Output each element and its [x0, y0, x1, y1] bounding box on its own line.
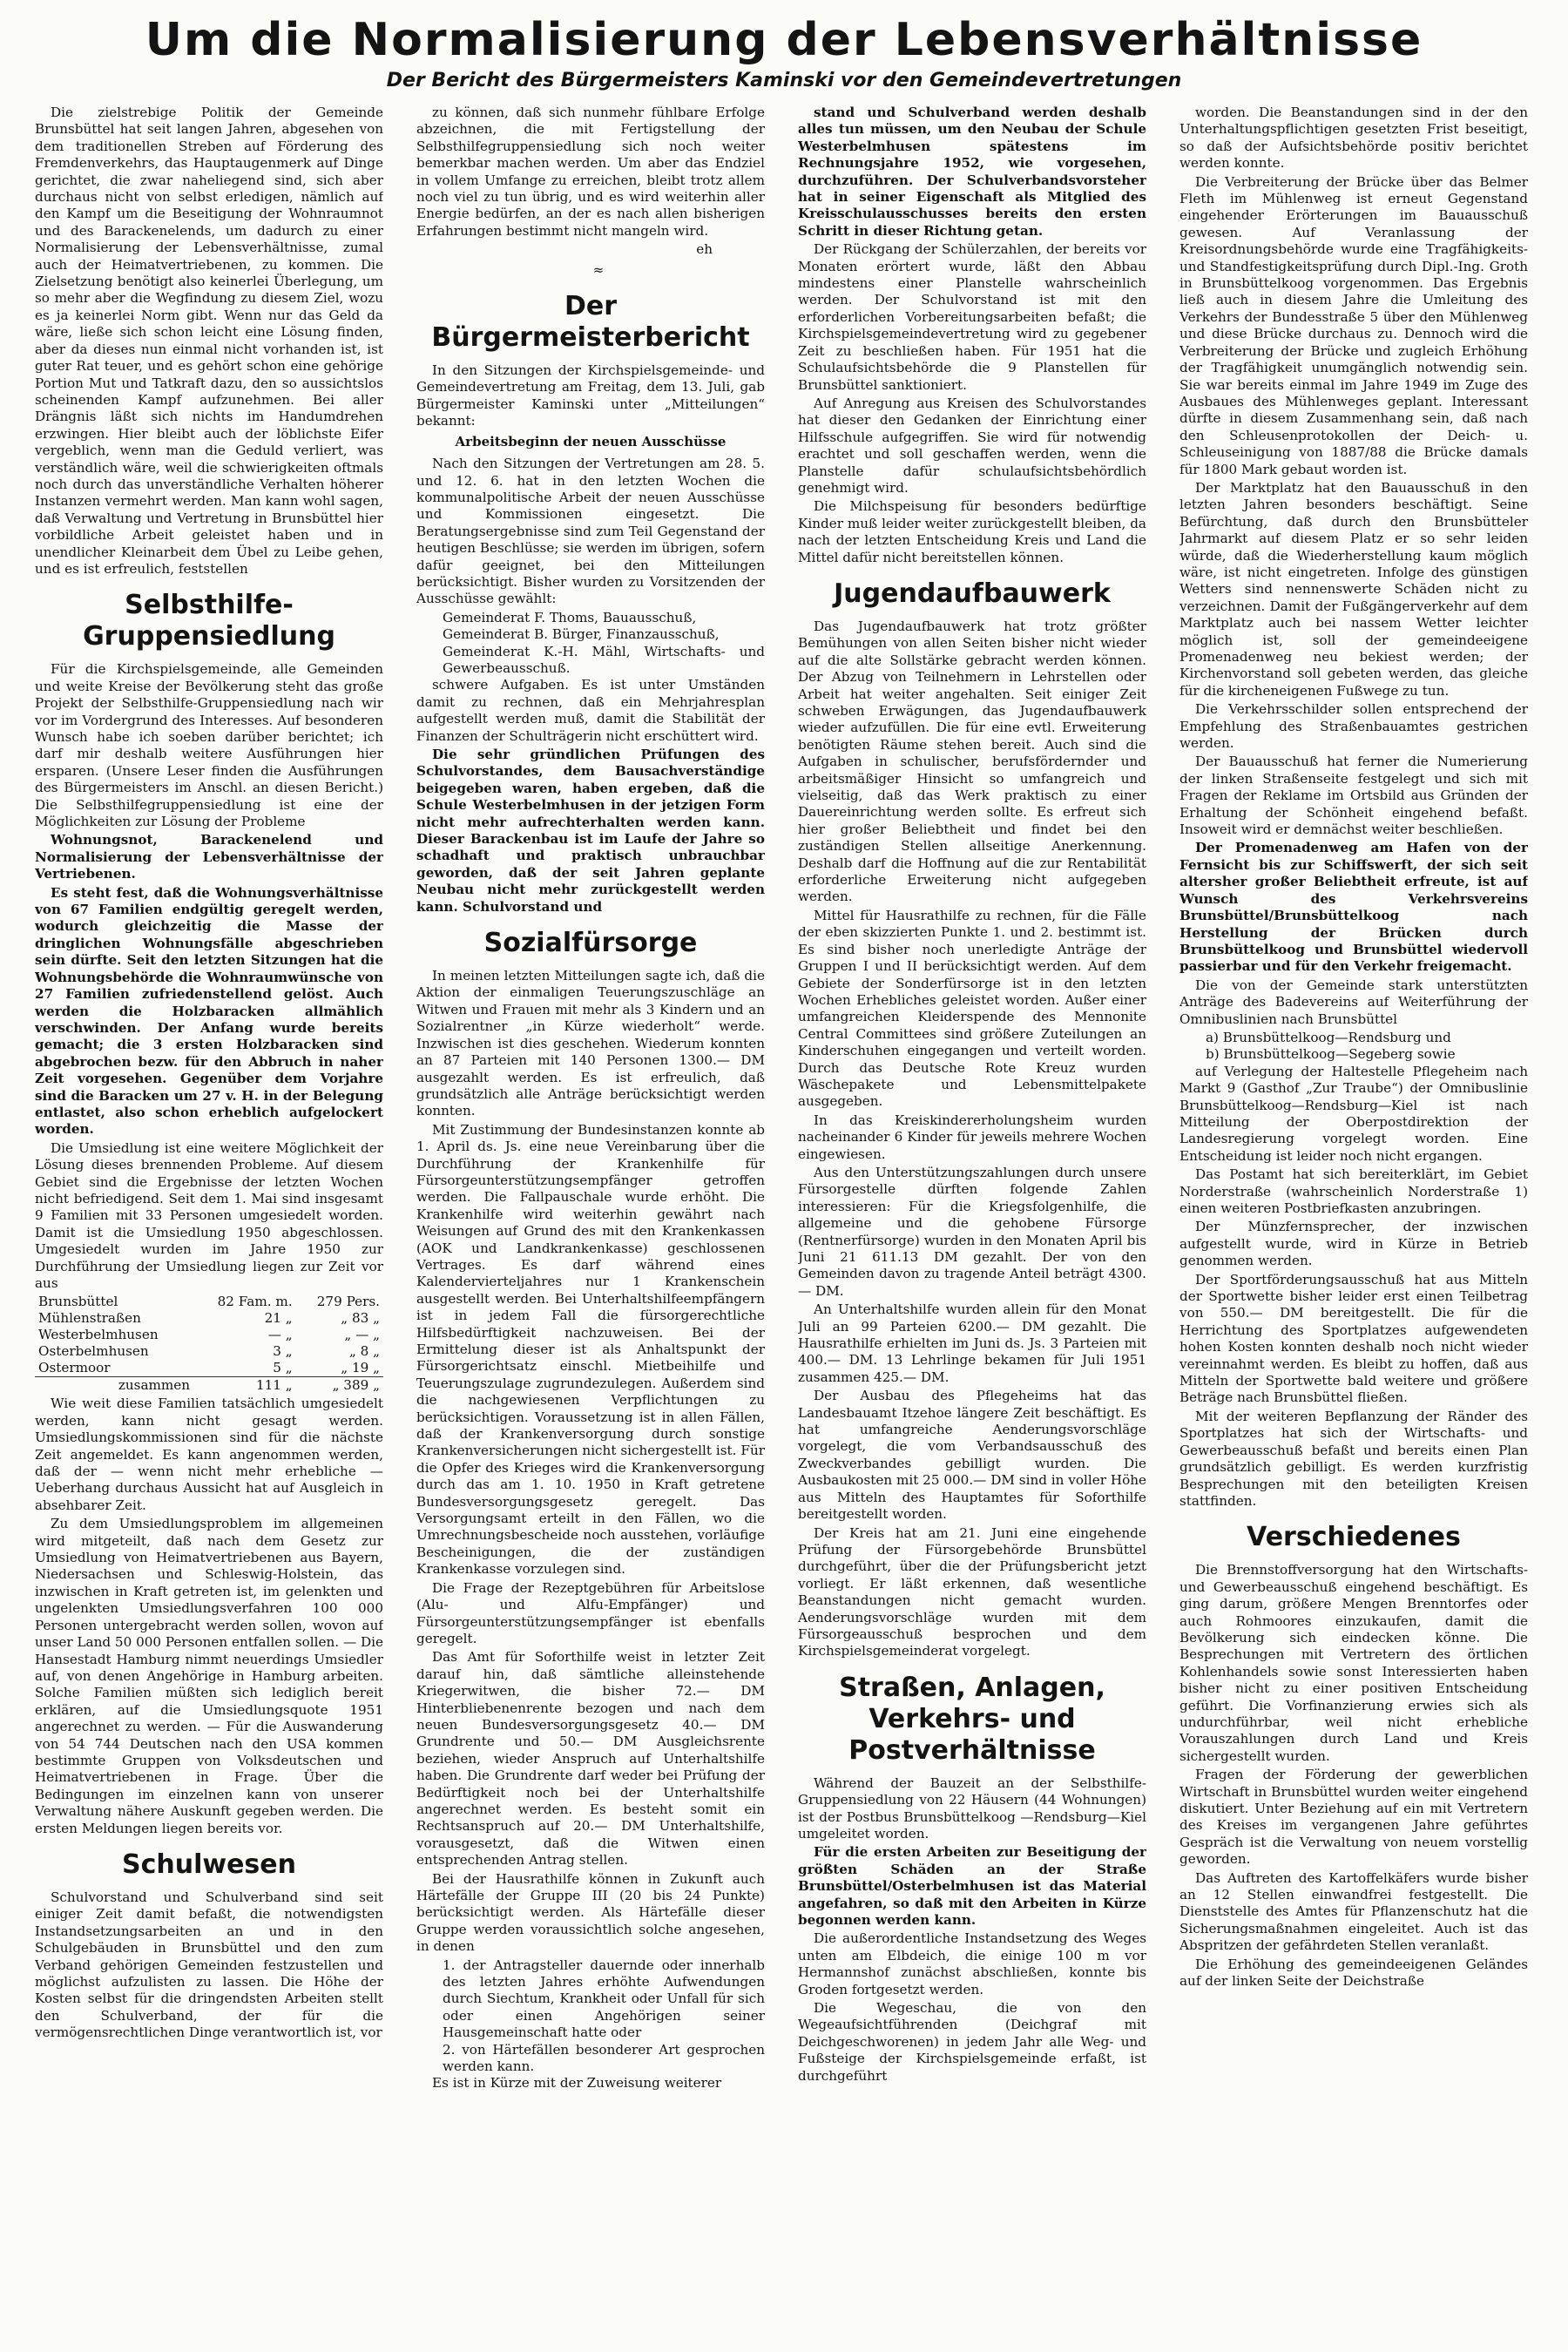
list-item: a) Brunsbüttelkoog—Rendsburg und: [1206, 1029, 1451, 1045]
table-row: [35, 1360, 383, 1377]
resettlement-table: [35, 1294, 383, 1394]
paragraph: Der Kreis hat am 21. Juni eine eingehende Prüfung der Fürsorgebehörde Brunsbüttel durchgeführt, über die der Prüfungsbericht jetzt vorliegt. Er läßt erkennen, daß wesentliche Beanstandungen nicht gemacht wurden. Aenderungsvorschläge wurden mit dem Fürsorgeausschuß besprochen und dem Kirchspielsgemeinderat vorgelegt.: [798, 1524, 1146, 1659]
paragraph: Nach den Sitzungen der Vertretungen am 28. 5. und 12. 6. hat in den letzten Wochen die kommunalpolitische Arbeit der neuen Ausschüsse und Kommissionen eingesetzt. Die Beratungsergebnisse sind zum Teil Gegenstand der heutigen Beschlüsse; sie werden im übrigen, sofern dafür geeignet, bei den Mitteilungen berücksichtigt. Bisher wurden zu Vorsitzenden der Ausschüsse gewählt:: [416, 456, 765, 607]
column-4: [1179, 105, 1528, 2343]
table-row: [35, 1310, 383, 1327]
paragraph: worden. Die Beanstandungen sind in der den Unterhaltungspflichtigen gesetzten Frist beseitigt, so daß der Aufsichtsbehörde positiv berichtet werden konnte.: [1179, 105, 1528, 172]
table-cell: Mühlenstraßen: [38, 1310, 141, 1327]
ornament: ≈: [592, 261, 605, 278]
section-heading-selbsthilfe: Selbsthilfe-Gruppensiedlung: [83, 590, 335, 652]
paragraph: Die Erhöhung des gemeindeeigenen Geländes auf der linken Seite der Deichstraße: [1179, 1956, 1528, 1990]
paragraph: Die außerordentliche Instandsetzung des Weges unten am Elbdeich, die einige 100 m vor Hermannshof zunächst abschließen, konnte bis Groden fortgesetzt werden.: [798, 1930, 1146, 1997]
table-total-row: [35, 1377, 383, 1395]
paragraph: Schulvorstand und Schulverband sind seit einiger Zeit damit befaßt, die notwendigsten Instandsetzungsarbeiten an und in den Schulgebäuden in Brunsbüttel und den zum Verband gehörigen Gemeinden festzustellen und möglichst aufzulisten zu lassen. Die Höhe der Kosten selbst für die dringendsten Arbeiten stellt den Schulverband, der für die vermögensrechtlichen Dinge verantwortlich ist, vor: [35, 1889, 383, 2041]
table-cell: 5 „: [273, 1360, 293, 1376]
list-item: 2. von Härtefällen besonderer Art gesprochen werden kann.: [443, 2041, 765, 2075]
section-heading-jugendaufbauwerk: Jugendaufbauwerk: [834, 578, 1111, 609]
table-cell: 3 „: [273, 1343, 293, 1360]
paragraph: Auf Anregung aus Kreisen des Schulvorstandes hat dieser den Gedanken der Einrichtung einer Hilfsschule aufgegriffen. Sie wird für notwendig erachtet und soll geschaffen werden, wenn die Planstelle dafür schulaufsichtsbehördlich genehmigt wird.: [798, 395, 1146, 496]
table-cell: „ 19 „: [341, 1360, 380, 1376]
paragraph: Es ist in Kürze mit der Zuweisung weiterer: [432, 2075, 722, 2092]
paragraph-bold: Wohnungsnot, Barackenelend und Normalisierung der Lebensverhältnisse der Vertriebenen.: [35, 832, 383, 882]
paragraph: Fragen der Förderung der gewerblichen Wirtschaft in Brunsbüttel wurden weiter eingehend diskutiert. Unter Beziehung auf ein mit Vertretern des Kreises im vergangenen Jahre geführtes Gespräch ist die Verwaltung von neuem vorstellig geworden.: [1179, 1767, 1528, 1868]
table-row: [35, 1343, 383, 1360]
paragraph: Die Verkehrsschilder sollen entsprechend der Empfehlung des Straßenbauamtes gestrichen werden.: [1179, 701, 1528, 752]
paragraph: zu können, daß sich nunmehr fühlbare Erfolge abzeichnen, die mit Fertigstellung der Selbsthilfegruppensiedlung sich noch weiter bemerkbar machen werden. Um aber das Endziel in vollem Umfange zu erreichen, bleibt trotz allem noch viel zu tun übrig, und es wird weiterhin aller Energie bedürfen, an der es nach allen bisherigen Erfahrungen bestimmt nicht mangeln wird.: [416, 105, 765, 239]
table-cell: — „: [267, 1327, 293, 1343]
paragraph-bold: Es steht fest, daß die Wohnungsverhältnisse von 67 Familien endgültig geregelt werden, wodurch gleichzeitig die Masse der dringlichen Wohnungsfälle abgeschrieben sein dürfte. Seit den letzten Sitzungen hat die Wohnungsbehörde die Wohnraumwünsche von 27 Familien zufriedenstellend gelöst. Auch werden die Holzbaracken allmählich verschwinden. Der Anfang wurde bereits gemacht; die 3 ersten Holzbaracken sind abgebrochen bezw. für den Abbruch in naher Zeit vorgesehen. Gegenüber dem Vorjahre sind die Baracken um 27 v. H. in der Belegung entlastet, also schon erheblich aufgelockert worden.: [35, 884, 383, 1138]
paragraph: Die zielstrebige Politik der Gemeinde Brunsbüttel hat seit langen Jahren, abgesehen von dem traditionellen Streben auf Förderung des Fremdenverkehrs, das Hauptaugenmerk auf Dinge gerichtet, die zwar naheliegend sind, sich aber durchaus nicht von selbst erledigen, nämlich auf den Kampf um die Beseitigung der Wohnraumnot und des Barackenelends, um dadurch zu einer Normalisierung der Lebensverhältnisse, zumal auch der Heimatvertriebenen, zu kommen. Die Zielsetzung benötigt also keinerlei Überlegung, um so mehr aber die Wegfindung zu diesem Ziel, wozu es ja keinerlei Norm gibt. Wenn nur das Geld da wäre, ließe sich schon leicht eine Lösung finden, aber da dieses nun einmal nicht vorhanden ist, ist guter Rat teuer, und es gehört schon eine gehörige Portion Mut und Tatkraft dazu, den so aussichtslos scheinenden Kampf aufzunehmen. Bei aller Drängnis läßt sich nichts im Handumdrehen erzwingen. Hier bleibt auch der löblichste Eifer vergeblich, wenn man die Geduld verliert, was verständlich wäre, weil die schwierigkeiten oftmals noch durch das unverständliche Verhalten höherer Instanzen vermehrt werden. Man kann wohl sagen, daß Verwaltung und Vertretung in Brunsbüttel hier vorbildliche Arbeit geleistet haben und in unendlicher Kleinarbeit dem Übel zu Leibe gehen, und es ist erfreulich, feststellen: [35, 105, 383, 577]
table-cell: 21 „: [264, 1310, 293, 1327]
table-cell: 111 „: [193, 1377, 296, 1395]
paragraph: Der Bauausschuß hat ferner die Numerierung der linken Straßenseite festgelegt und sich mit Fragen der Reklame im Ortsbild aus Gründen der Erhaltung der Schönheit eingehend befaßt. Insoweit wird er demnächst weiter beschließen.: [1179, 754, 1528, 838]
list-item: Gemeinderat B. Bürger, Finanzausschuß,: [443, 626, 720, 643]
table-cell: 279 Pers.: [316, 1294, 380, 1310]
paragraph: Die Wegeschau, die von den Wegeaufsichtführenden (Deichgraf mit Deichgeschworenen) in jedem Jahr alle Weg- und Fußsteige der Kirchspielsgemeinde erfaßt, ist durchgeführt: [798, 2000, 1146, 2084]
paragraph: auf Verlegung der Haltestelle Pflegeheim nach Markt 9 (Gasthof „Zur Traube“) der Omnibuslinie Brunsbüttelkoog—Rendsburg—Kiel ist nach Mitteilung der Oberpostdirektion der Landesregierung vorgelegt worden. Eine Entscheidung ist leider noch nicht ergangen.: [1179, 1063, 1528, 1164]
paragraph: Die von der Gemeinde stark unterstützten Anträge des Badevereins auf Weiterführung der Omnibuslinien nach Brunsbüttel: [1179, 977, 1528, 1027]
table-cell: 82 Fam. m.: [217, 1294, 293, 1310]
headline: Um die Normalisierung der Lebensverhältnisse: [145, 14, 1423, 66]
paragraph-bold: Die sehr gründlichen Prüfungen des Schulvorstandes, dem Bausachverständige beigegeben waren, haben ergeben, daß die Schule Westerbelmhusen in der jetzigen Form nicht mehr aufrechterhalten werden kann. Dieser Barackenbau ist im Laufe der Jahre so schadhaft und praktisch unbrauchbar geworden, daß der seit Jahren geplante Neubau nicht mehr zurückgestellt werden kann. Schulvorstand und: [416, 747, 765, 915]
column-3: [798, 105, 1146, 2343]
paragraph: Wie weit diese Familien tatsächlich umgesiedelt werden, kann nicht gesagt werden. Umsiedlungskommissionen sind für die nächste Zeit angemeldet. Es kann angenommen werden, daß der — wenn nicht mehr erhebliche — Ueberhang durchaus Aussicht hat auf Ausgleich in absehbarer Zeit.: [35, 1396, 383, 1513]
section-heading-sozialfuersorge: Sozialfürsorge: [483, 928, 698, 959]
table-cell: „ — „: [344, 1327, 380, 1343]
table-cell: zusammen: [35, 1377, 193, 1395]
paragraph: In das Kreiskindererholungsheim wurden nacheinander 6 Kinder für jeweils mehrere Wochen eingewiesen.: [798, 1112, 1146, 1162]
paragraph: Die Umsiedlung ist eine weitere Möglichkeit der Lösung dieses brennenden Probleme. Auf diesem Gebiet sind die Ergebnisse der letzten Wochen nicht befriedigend. Seit dem 1. Mai sind insgesamt 9 Familien mit 33 Personen umgesiedelt worden. Damit ist die Umsiedlung 1950 abgeschlossen. Umgesiedelt wurden im Jahre 1950 zur Durchführung der Umsiedlung liegen zur Zeit vor aus: [35, 1139, 383, 1291]
paragraph: An Unterhaltshilfe wurden allein für den Monat Juli an 99 Parteien 6200.— DM gezahlt. Die Hausrathilfe erhielten im Juni ds. Js. 3 Parteien mit 400.— DM. 13 Lehrlinge bekamen für Juli 1951 zusammen 425.— DM.: [798, 1301, 1146, 1385]
paragraph: Das Postamt hat sich bereiterklärt, im Gebiet Norderstraße (wahrscheinlich Norderstraße 1) einen weiteren Postbriefkasten anzubringen.: [1179, 1166, 1528, 1216]
paragraph-bold: stand und Schulverband werden deshalb alles tun müssen, um den Neubau der Schule Westerbelmhusen spätestens im Rechnungsjahre 1952, wie vorgesehen, durchzuführen. Der Schulverbandsvorsteher hat in seiner Eigenschaft als Mitglied des Kreisschulausschusses bereits den ersten Schritt in dieser Richtung getan.: [798, 105, 1146, 239]
paragraph: schwere Aufgaben. Es ist unter Umständen damit zu rechnen, daß ein Mehrjahresplan aufgestellt werden muß, damit die Stabilität der Finanzen der Schulträgerin nicht erschüttert wird.: [416, 677, 765, 744]
list-item: 1. der Antragsteller dauernde oder innerhalb des letzten Jahres erhöhte Aufwendungen durch Siechtum, Krankheit oder Unfall für sich oder einen Angehörigen seiner Hausgemeinschaft hatte oder: [443, 1957, 765, 2041]
subheading-arbeitsbeginn: Arbeitsbeginn der neuen Ausschüsse: [455, 433, 727, 449]
section-heading-buergermeisterbericht: Der Bürgermeisterbericht: [431, 291, 750, 354]
paragraph: Die Verbreiterung der Brücke über das Belmer Fleth im Mühlenweg ist erneut Gegenstand eingehender Erörterungen im Bauausschuß gewesen. Auf Veranlassung der Kreisordnungsbehörde wurde eine Tragfähigkeits- und Standfestigkeitsprüfung durch Dipl.-Ing. Groth in Brunsbüttelkoog vorgenommen. Das Ergebnis ließ auch in diesem Jahre die Umleitung des Verkehrs der Bundesstraße 5 über den Mühlenweg und diese Brücke durchaus zu. Dennoch wird die Verbreiterung der Brücke und zugleich Erhöhung der Tragfähigkeit unumgänglich notwendig sein. Sie war bereits einmal im Jahre 1949 im Zuge des Ausbaues des Mühlenweges geplant. Interessant dürfte in diesem Zusammenhang sein, daß nach den Schleusenprotokollen der Deich- u. Schleuseinigung von 1887/88 die Brücke damals für 1800 Mark gebaut worden ist.: [1179, 173, 1528, 477]
paragraph: Der Ausbau des Pflegeheims hat das Landesbauamt Itzehoe längere Zeit beschäftigt. Es hat umfangreiche Aenderungsvorschläge vorgelegt, die vom Verbandsausschuß des Zweckverbandes gebilligt wurden. Die Ausbaukosten mit 25 000.— DM sind in voller Höhe aus Mitteln des Hauptamtes für Soforthilfe bereitgestellt worden.: [798, 1388, 1146, 1523]
paragraph: Das Amt für Soforthilfe weist in letzter Zeit darauf hin, daß sämtliche alleinstehende Kriegerwitwen, die bisher 72.— DM Hinterbliebenenrente bezogen und nach dem neuen Bundesversorgungsgesetz 40.— DM Grundrente und 50.— DM Ausgleichsrente beziehen, wieder Anspruch auf Unterhaltshilfe haben. Die Grundrente darf weder bei Prüfung der Bedürftigkeit noch bei der Unterhaltshilfe angerechnet werden. Es besteht somit ein Rechtsanspruch auf 20.— DM Unterhaltshilfe, vorausgesetzt, daß die Witwen einen entsprechenden Antrag stellen.: [416, 1649, 765, 1869]
table-cell: „ 83 „: [341, 1310, 380, 1327]
paragraph: Während der Bauzeit an der Selbsthilfe-Gruppensiedlung von 22 Häusern (44 Wohnungen) ist der Postbus Brunsbüttelkoog —Rendsburg—Kiel umgeleitet worden.: [798, 1774, 1146, 1842]
paragraph: Der Marktplatz hat den Bauausschuß in den letzten Jahren besonders beschäftigt. Seine Befürchtung, daß durch den Brunsbütteler Jahrmarkt auf diesem Platz er so sehr leiden würde, daß die Wiederherstellung kaum möglich wäre, ist nicht eingetreten. Infolge des günstigen Wetters sind nennenswerte Schäden nicht zu verzeichnen. Damit der Fußgängerverkehr auf dem Marktplatz auch bei nassem Wetter leichter möglich ist, soll der gemeindeeigene Promenadenweg neu bekiest werden; der Kirchenvorstand soll gebeten werden, das gleiche für die kircheneigenen Fußwege zu tun.: [1179, 479, 1528, 699]
list-item: Gemeinderat F. Thoms, Bauausschuß,: [443, 609, 697, 625]
paragraph: Bei der Hausrathilfe können in Zukunft auch Härtefälle der Gruppe III (20 bis 24 Punkte) berücksichtigt werden. Als Härtefälle dieser Gruppe werden voraussichtlich solche angesehen, in denen: [416, 1870, 765, 1955]
table-cell: „ 8 „: [348, 1343, 380, 1360]
table-cell: Brunsbüttel: [38, 1294, 118, 1310]
paragraph-bold: Für die ersten Arbeiten zur Beseitigung der größten Schäden an der Straße Brunsbüttel/Osterbelmhusen ist das Material angefahren, so daß mit den Arbeiten in Kürze begonnen werden kann.: [798, 1844, 1146, 1928]
paragraph: Die Frage der Rezeptgebühren für Arbeitslose (Alu- und Alfu-Empfänger) und Fürsorgeunterstützungsempfänger ist ebenfalls geregelt.: [416, 1579, 765, 1646]
author-signature: eh: [696, 241, 713, 258]
section-heading-verschiedenes: Verschiedenes: [1247, 1522, 1461, 1553]
list-item: b) Brunsbüttelkoog—Segeberg sowie: [1206, 1046, 1456, 1063]
subheadline: Der Bericht des Bürgermeisters Kaminski vor den Gemeindevertretungen: [386, 70, 1182, 91]
table-row: [35, 1294, 383, 1310]
paragraph: Mit Zustimmung der Bundesinstanzen konnte ab 1. April ds. Js. eine neue Vereinbarung über die Durchführung der Krankenhilfe für Fürsorgeunterstützungsempfänger getroffen werden. Die Fallpauschale wurde erhöht. Die Krankenhilfe wird weiterhin gewährt nach Weisungen auf Grund des mit den Krankenkassen (AOK und Landkrankenkasse) geschlossenen Vertrages. Es darf während eines Kalendervierteljahres nur 1 Krankenschein ausgestellt werden. Bei Unterhaltshilfeempfängern ist in jedem Fall die fürsorgerechtliche Hilfsbedürftigkeit nachzuweisen. Bei der Ermittelung dieser ist als Anhaltspunkt der Fürsorgerichtsatz einschl. Mietbeihilfe und Teuerungszulage zugrundezulegen. Außerdem sind die nachgewiesenen Verpflichtungen zu berücksichtigen. Voraussetzung ist in allen Fällen, daß der Krankenversorgung durch sonstige Krankenversicherungen nicht sichergestellt ist. Für die Opfer des Krieges wird die Krankenversorgung durch das am 1. 10. 1950 in Kraft getretene Bundesversorgungsgesetz geregelt. Das Versorgungsamt erteilt in den Fällen, wo die Umrechnungsbescheide noch ausstehen, vorläufige Bescheinigungen, die der zuständigen Krankenkasse vorzulegen sind.: [416, 1121, 765, 1578]
paragraph: Die Milchspeisung für besonders bedürftige Kinder muß leider weiter zurückgestellt bleiben, da nach der letzten Entscheidung Kreis und Land die Mittel dafür nicht bereitstellen können.: [798, 498, 1146, 565]
paragraph: Der Rückgang der Schülerzahlen, der bereits vor Monaten erörtert wurde, läßt den Abbau mindestens einer Planstelle wahrscheinlich werden. Der Schulvorstand ist mit den erforderlichen Vorbereitungsarbeiten befaßt; die Kirchspielsgemeindevertretung wird zu gegebener Zeit zu beschließen haben. Für 1951 hat die Schulaufsichtsbehörde die 9 Planstellen für Brunsbüttel sanktioniert.: [798, 241, 1146, 393]
column-1: [35, 105, 383, 2343]
section-heading-schulwesen: Schulwesen: [121, 1848, 296, 1880]
paragraph: Mit der weiteren Bepflanzung der Ränder des Sportplatzes hat sich der Wirtschafts- und Gewerbeausschuß befaßt und bereits einen Plan grundsätzlich gebilligt. Es werden kurzfristig Besprechungen mit den beteiligten Kreisen stattfinden.: [1179, 1408, 1528, 1509]
paragraph: Mittel für Hausrathilfe zu rechnen, für die Fälle der eben skizzierten Punkte 1. und 2. bestimmt ist. Es sind bisher noch unerledigte Anträge der Gruppen I und II berücksichtigt werden. Auf dem Gebiete der Sonderfürsorge ist in den letzten Wochen Erhebliches geleistet worden. Außer einer umfangreichen Kleiderspende des Mennonite Central Committees sind größere Zuteilungen an Kinderschuhen eingegangen und verteilt worden. Durch das Deutsche Rote Kreuz wurden Wäschepakete und Lebensmittelpakete ausgegeben.: [798, 907, 1146, 1110]
paragraph: Aus den Unterstützungszahlungen durch unsere Fürsorgestelle dürften folgende Zahlen interessieren: Für die Kriegsfolgenhilfe, die allgemeine und die gehobene Fürsorge (Rentnerfürsorge) wurden in den Monaten April bis Juni 21 611.13 DM gezahlt. Der von den Gemeinden davon zu tragende Anteil beträgt 4300.— DM.: [798, 1164, 1146, 1299]
list-item: Gemeinderat K.-H. Mähl, Wirtschafts- und Gewerbeausschuß.: [443, 643, 765, 676]
column-2: [416, 105, 765, 2343]
table-cell: „ 389 „: [296, 1377, 383, 1395]
paragraph-bold: Der Promenadenweg am Hafen von der Fernsicht bis zur Schiffswerft, der sich seit altersher großer Beliebtheit erfreute, ist auf Wunsch des Verkehrsvereins Brunsbüttel/Brunsbüttelkoog nach Herstellung der Brücken durch Brunsbüttelkoog und Brunsbüttel wiedervoll passierbar und für den Verkehr freigemacht.: [1179, 840, 1528, 975]
paragraph: Zu dem Umsiedlungsproblem im allgemeinen wird mitgeteilt, daß nach dem Gesetz zur Umsiedlung von Heimatvertriebenen aus Bayern, Niedersachsen und Schleswig-Holstein, das inzwischen in Kraft getreten ist, im gelenkten und ungelenkten Umsiedlungsverfahren 100 000 Personen untergebracht werden sollen, wovon auf unser Land 50 000 Personen entfallen sollen. — Die Hansestadt Hamburg nimmt neuerdings Umsiedler auf, von denen Angehörige in Hamburg arbeiten. Solche Familien müßten sich lediglich bereit erklären, auf die Umsiedlungsquote 1951 angerechnet zu werden. — Für die Auswanderung von 54 744 Deutschen nach den USA kommen bestimmte Gruppen von Volksdeutschen und Heimatvertriebenen in Frage. Über die Bedingungen im einzelnen kann von unserer Verwaltung nähere Auskunft gegeben werden. Die ersten Meldungen liegen bereits vor.: [35, 1516, 383, 1836]
table-cell: Westerbelmhusen: [38, 1327, 159, 1343]
paragraph: Das Jugendaufbauwerk hat trotz größter Bemühungen von allen Seiten bisher nicht wieder auf die alte Sollstärke gebracht werden können. Der Abzug von Teilnehmern in Lehrstellen oder Arbeit hat weiter angehalten. Seit einiger Zeit schweben Erwägungen, das Jugendaufbauwerk wieder aufzufüllen. Die für eine evtl. Erweiterung benötigten Räume stehen bereit. Auch sind die Aufgaben in schulischer, berufsfördernder und arbeitsmäßiger Hinsicht so umfangreich und vielseitig, daß das Werk praktisch zu einer Dauereinrichtung werden sollte. Es erfreut sich hier großer Beliebtheit und findet bei den zuständigen Stellen allseitige Anerkennung. Deshalb darf die Hoffnung auf die zur Rentabilität erforderliche Erweiterung nicht aufgegeben werden.: [798, 618, 1146, 905]
table-cell: Ostermoor: [38, 1360, 111, 1376]
section-heading-strassen: Straßen, Anlagen, Verkehrs- und Postverhältnisse: [839, 1672, 1105, 1766]
paragraph: Für die Kirchspielsgemeinde, alle Gemeinden und weite Kreise der Bevölkerung steht das große Projekt der Selbsthilfe-Gruppensiedlung nach wir vor im Vordergrund des Interesses. Auf besonderen Wunsch habe ich soeben darüber berichtet; ich darf mir deshalb weitere Ausführungen hier ersparen. (Unsere Leser finden die Ausführungen des Bürgermeisters im Anschl. an diesen Bericht.) Die Selbsthilfegruppensiedlung ist eine der Möglichkeiten zur Lösung der Probleme: [35, 661, 383, 830]
paragraph: Die Brennstoffversorgung hat den Wirtschafts- und Gewerbeausschuß eingehend beschäftigt. Es ging darum, größere Mengen Brenntorfes oder auch Rohmoores einzukaufen, damit die Bevölkerung sich eindecken könne. Die Besprechungen mit Vertretern des örtlichen Kohlenhandels sowie sonst Interessierten haben bisher nicht zu einer positiven Entscheidung geführt. Die Vorfinanzierung erwies sich als undurchführbar, weil nicht erhebliche Vorauszahlungen durch Land und Kreis sichergestellt wurden.: [1179, 1562, 1528, 1764]
paragraph: In den Sitzungen der Kirchspielsgemeinde- und Gemeindevertretung am Freitag, dem 13. Juli, gab Bürgermeister Kaminski unter „Mitteilungen“ bekannt:: [416, 362, 765, 429]
table-cell: Osterbelmhusen: [38, 1343, 149, 1360]
paragraph: Das Auftreten des Kartoffelkäfers wurde bisher an 12 Stellen einwandfrei festgestellt. Die Dienststelle des Amtes für Pflanzenschutz hat die Sicherungsmaßnahmen eingeleitet. Auch ist das Abspritzen der gefährdeten Stellen veranlaßt.: [1179, 1869, 1528, 1954]
paragraph: Der Sportförderungsausschuß hat aus Mitteln der Sportwette bisher leider erst einen Teilbetrag von 550.— DM bereitgestellt. Die für die Herrichtung des Sportplatzes aufgewendeten hohen Kosten konnten deshalb noch nicht wieder vereinnahmt werden. Es bleibt zu hoffen, daß aus Mitteln der Sportwette bald weitere und größere Beträge nach Brunsbüttel fließen.: [1179, 1271, 1528, 1406]
paragraph: Der Münzfernsprecher, der inzwischen aufgestellt wurde, wird in Kürze in Betrieb genommen werden.: [1179, 1219, 1528, 1269]
table-row: [35, 1327, 383, 1343]
paragraph: In meinen letzten Mitteilungen sagte ich, daß die Aktion der einmaligen Teuerungszuschläge an Witwen und Frauen mit mehr als 3 Kindern und an Sozialrentner „in Kürze wiederholt“ werde. Inzwischen ist dies geschehen. Wiederum konnten an 87 Parteien mit 140 Personen 1300.— DM ausgezahlt werden. Es ist erfreulich, daß grundsätzlich alle Anträge berücksichtigt werden konnten.: [416, 968, 765, 1119]
